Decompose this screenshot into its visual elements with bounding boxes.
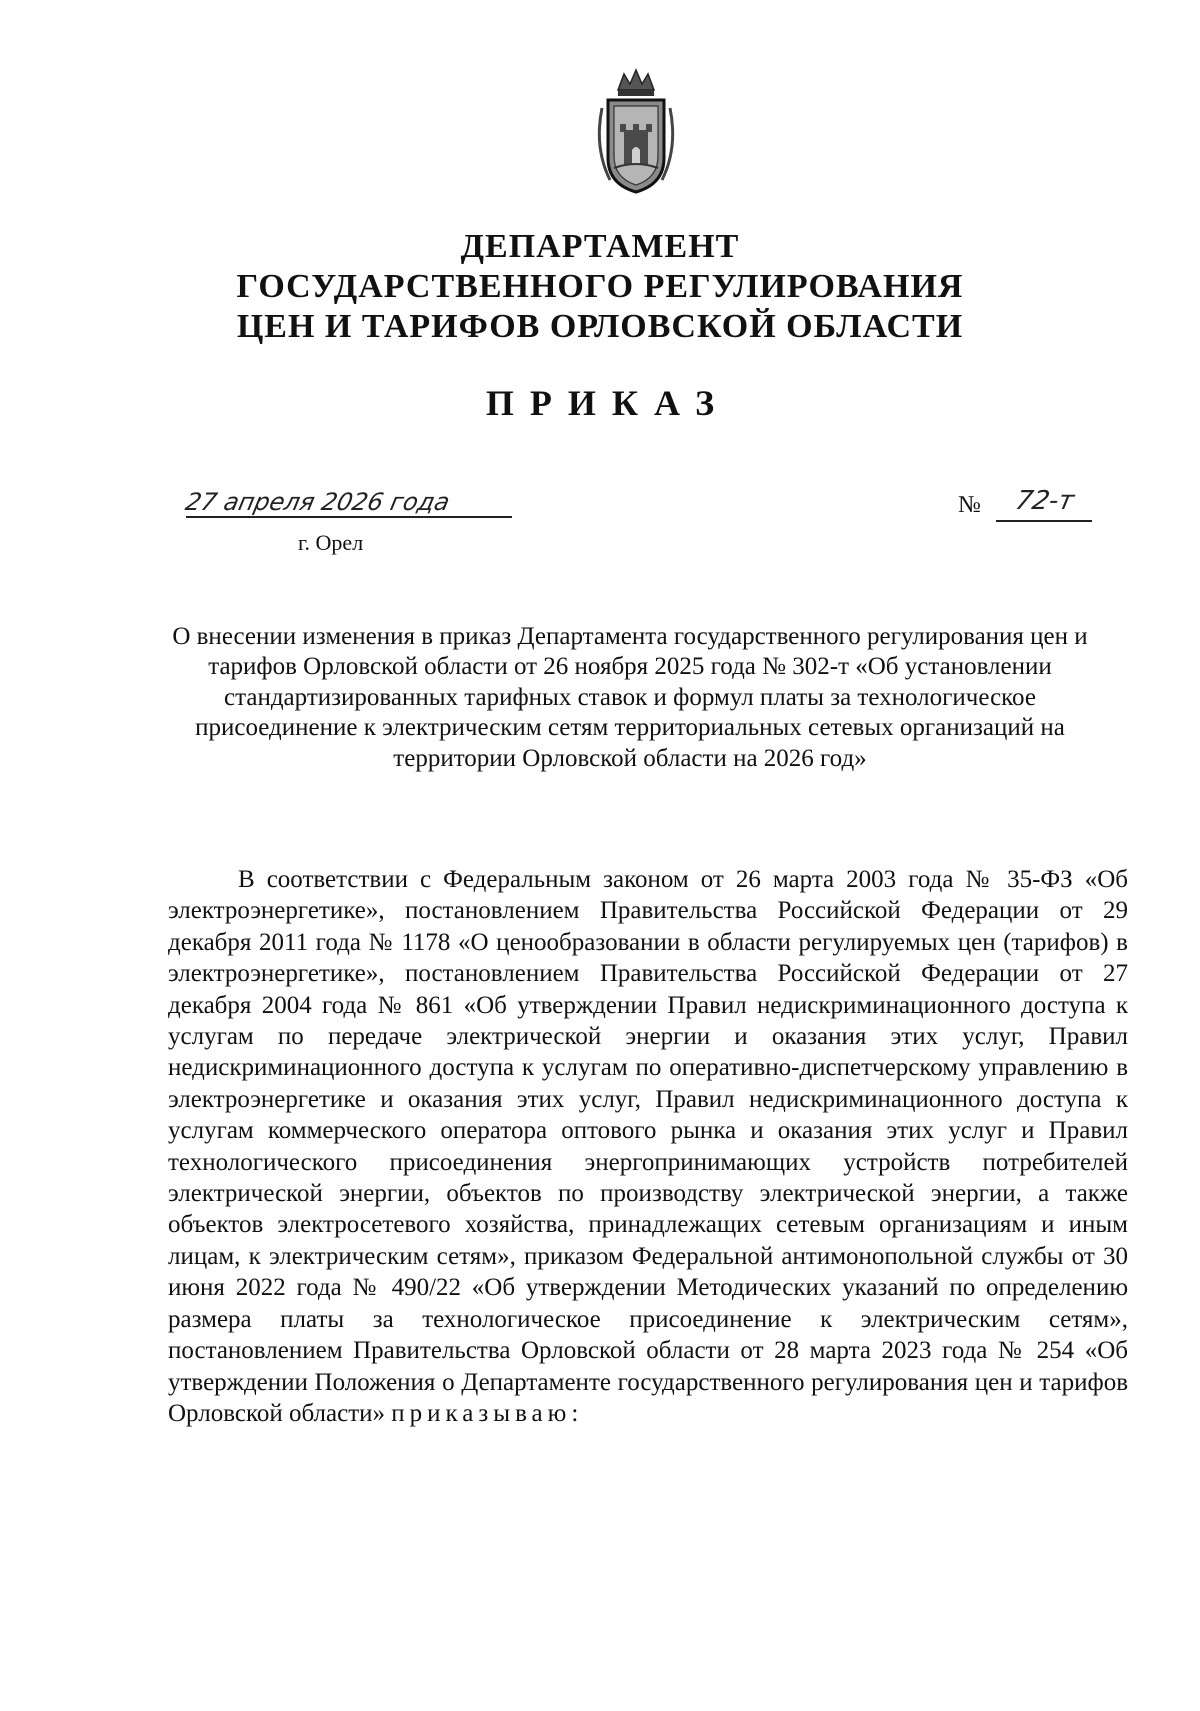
document-number-field	[958, 486, 1098, 526]
number-underline	[996, 520, 1092, 522]
organization-title	[0, 227, 1200, 347]
coat-of-arms-icon	[590, 68, 682, 198]
organization-title-line-1: ДЕПАРТАМЕНТ	[460, 228, 740, 265]
organization-title-line-3: ЦЕН И ТАРИФОВ ОРЛОВСКОЙ ОБЛАСТИ	[236, 308, 964, 345]
document-type-heading: ПРИКАЗ	[485, 383, 731, 423]
body-paragraph	[168, 864, 1128, 1429]
date-field	[183, 486, 516, 518]
handwritten-date: 27 апреля 2026 года	[183, 488, 453, 516]
number-sign: №	[958, 492, 981, 518]
organization-title-line-2: ГОСУДАРСТВЕННОГО РЕГУЛИРОВАНИЯ	[236, 268, 964, 305]
handwritten-number: 72-т	[1012, 486, 1077, 516]
body-paragraph-text: В соответствии с Федеральным законом от 26 марта 2003 года № 35-ФЗ «Об электроэнергетике», постановлением Правительства Российской Федерации от 29 декабря 2011 года № 1178 «О ценообразовании в области регулируемых цен (тарифов) в электроэнергетике», постановлением Правительства Российской Федерации от 27 декабря 2004 года № 861 «Об утверждении Правил недискриминационного доступа к услугам по передаче электрической энергии и оказания этих услуг, Правил недискриминационного доступа к услугам по оперативно-диспетчерскому управлению в электроэнергетике и оказания этих услуг, Правил недискриминационного доступа к услугам коммерческого оператора оптового рынка и оказания этих услуг и Правил технологического присоединения энергопринимающих устройств потребителей электрической энергии, объектов по производству электрической энергии, а также объектов электросетевого хозяйства, принадлежащих сетевым организациям и иным лицам, к электрическим сетям», приказом Федеральной антимонопольной службы от 30 июня 2022 года № 490/22 «Об утверждении Методических указаний по определению размера платы за технологическое присоединение к электрическим сетям», постановлением Правительства Орловской области от 28 марта 2023 года № 254 «Об утверждении Положения о Департаменте государственного регулирования цен и тарифов Орловской области»	[168, 866, 1128, 1427]
document-subject: О внесении изменения в приказ Департамента государственного регулирования цен и тарифов Орловской области от 26 ноября 2025 года № 302-т «Об установлении стандартизированных тарифных ставок и формул платы за технологическое присоединение к электрическим сетям территориальных сетевых организаций на территории Орловской области на 2026 год»	[172, 623, 1088, 772]
city-label: г. Орел	[298, 530, 364, 555]
order-word: приказываю:	[391, 1399, 584, 1427]
